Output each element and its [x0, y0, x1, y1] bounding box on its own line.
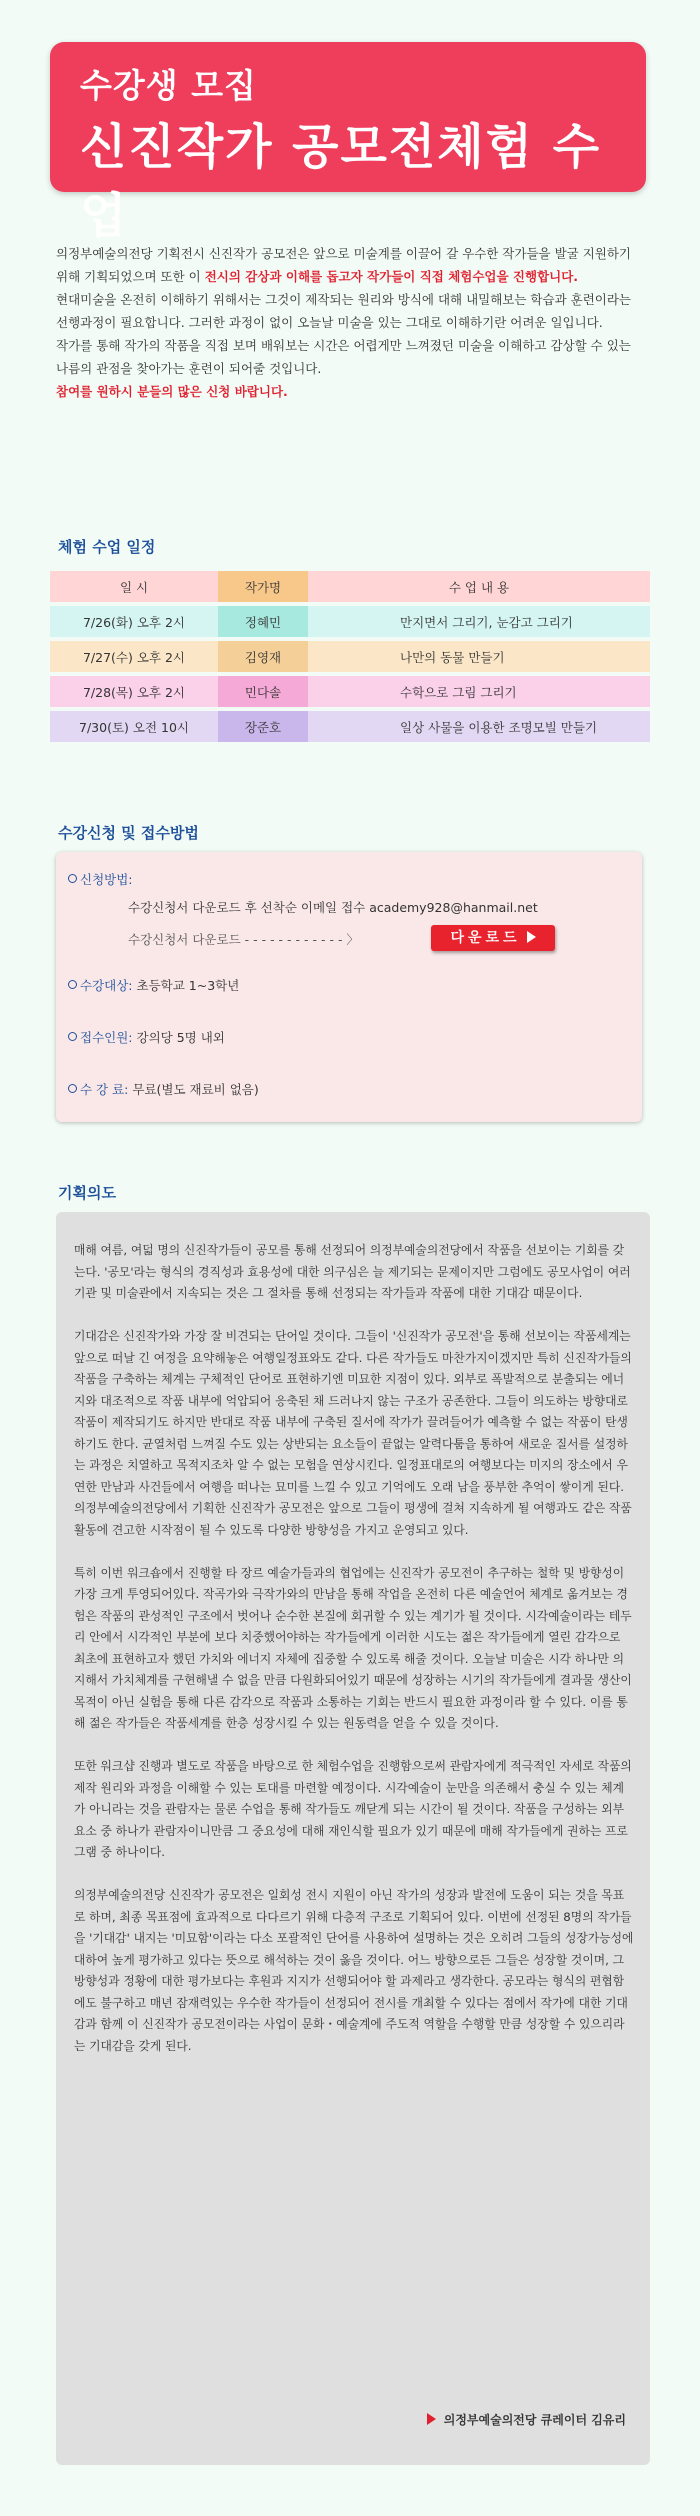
fee-row: 수 강 료: 무료(별도 재료비 없음): [68, 1080, 259, 1098]
schedule-datetime: 7/27(수) 오후 2시: [50, 641, 218, 672]
intro-paragraph-2: 현대미술을 온전히 이해하기 위해서는 그것이 제작되는 원리와 방식에 대해 내밀해보는 학습과 훈련이라는 선행과정이 필요합니다. 그러한 과정이 없이 오늘날 미술을 있는 그대로 이해하기란 어려운 일입니다.: [56, 292, 632, 330]
schedule-content: 만지면서 그리기, 눈감고 그리기: [308, 606, 650, 637]
schedule-datetime: 7/26(화) 오후 2시: [50, 606, 218, 637]
header-content: 수 업 내 용: [308, 571, 650, 602]
download-button[interactable]: 다운로드: [431, 925, 555, 951]
schedule-content: 나만의 동물 만들기: [308, 641, 650, 672]
header-banner: [50, 42, 646, 244]
bullet-circle-icon: [68, 980, 77, 989]
method-label: 신청방법:: [68, 870, 133, 888]
intro-call-to-action: 참여를 원하시 분들의 많은 신청 바랍니다.: [56, 384, 288, 399]
banner-subtitle: 수강생 모집: [80, 66, 257, 105]
arrow-right-icon: [427, 2413, 436, 2425]
plan-paragraph: 특히 이번 워크숍에서 진행할 타 장르 예술가들과의 협업에는 신진작가 공모전이 추구하는 철학 및 방향성이 가장 크게 투영되어있다. 작곡가와 극작가와의 만남을 통해 작업을 온전히 다른 예술언어 체계로 옮겨보는 경험은 작품의 관성적인 구조에서 벗어나 순수한 본질에 회귀할 수 있는 계기가 될 것이다. 시각예술이라는 테두리 안에서 시각적인 부분에 보다 치중했어야하는 작가들에게 이러한 시도는 젊은 작가들에게 열린 감각으로 최초에 표현하고자 했던 가치와 에너지 자체에 집중할 수 있도록 해줄 것이다. 오늘날 미술은 시각 하나만 의지해서 가치체계를 구현해낼 수 없을 만큼 다원화되어있기 때문에 성장하는 시기의 작가들에게 결과물 생산이 목적이 아닌 실험을 통해 다른 감각으로 작품과 소통하는 기회는 반드시 필요한 과정이라 할 수 있다. 이를 통해 젊은 작가들은 작품세계를 한층 성장시킬 수 있는 원동력을 얻을 수 있을 것이다.: [74, 1565, 632, 1730]
schedule-content: 수학으로 그림 그리기: [308, 676, 650, 707]
target-row: 수강대상: 초등학교 1~3학년: [68, 976, 239, 994]
download-link[interactable]: 수강신청서 다운로드 - - - - - - - - - - - - 〉: [128, 932, 359, 947]
schedule-row: [50, 711, 650, 742]
schedule-datetime: 7/30(토) 오전 10시: [50, 711, 218, 742]
schedule-table: [50, 567, 650, 746]
schedule-datetime: 7/28(목) 오후 2시: [50, 676, 218, 707]
schedule-content: 일상 사물을 이용한 조명모빌 만들기: [308, 711, 650, 742]
schedule-artist: 장준호: [218, 711, 308, 742]
plan-text: [74, 1240, 634, 2079]
curator-signature: 의정부예술의전당 큐레이터 김유리: [427, 2410, 626, 2432]
header-artist: 작가명: [218, 571, 308, 602]
banner-title: 신진작가 공모전체험 수업: [80, 119, 602, 244]
bullet-circle-icon: [68, 1084, 77, 1093]
schedule-artist: 정혜민: [218, 606, 308, 637]
schedule-artist: 민다솔: [218, 676, 308, 707]
apply-box: [56, 852, 642, 1122]
schedule-artist: 김영재: [218, 641, 308, 672]
intro-paragraph-3: 작가를 통해 작가의 작품을 직접 보며 배워보는 시간은 어렵게만 느껴졌던 미술을 이해하고 감상할 수 있는 나름의 관점을 찾아가는 훈련이 되어줄 것입니다.: [56, 338, 631, 376]
schedule-row: [50, 606, 650, 637]
intro-text: [56, 242, 640, 403]
count-row: 접수인원: 강의당 5명 내외: [68, 1028, 225, 1046]
bullet-circle-icon: [68, 1032, 77, 1041]
method-text: 수강신청서 다운로드 후 선착순 이메일 접수 academy928@hanmail.net: [128, 900, 538, 915]
intro-highlight: 전시의 감상과 이해를 돕고자 작가들이 직접 체험수업을 진행합니다.: [204, 269, 579, 284]
header-datetime: 일 시: [50, 571, 218, 602]
play-arrow-icon: [527, 931, 536, 943]
plan-paragraph: 매해 여름, 여덟 명의 신진작가들이 공모를 통해 선정되어 의정부예술의전당에서 작품을 선보이는 기회를 갖는다. '공모'라는 형식의 경직성과 효용성에 대한 의구심은 늘 제기되는 문제이지만 그럼에도 공모사업이 여러 기관 및 미술관에서 지속되는 것은 그 절차를 통해 선정되는 작가들과 작품에 대한 기대감 때문이다.: [74, 1243, 631, 1300]
apply-title: 수강신청 및 접수방법: [58, 824, 199, 842]
plan-box: [56, 1212, 650, 2465]
schedule-row: [50, 676, 650, 707]
schedule-row: [50, 641, 650, 672]
plan-paragraph: 기대감은 신진작가와 가장 잘 비견되는 단어일 것이다. 그들이 '신진작가 공모전'을 통해 선보이는 작품세계는 앞으로 떠날 긴 여정을 요약해놓은 여행일정표와도 같다. 다른 작가들도 마찬가지이겠지만 특히 신진작가들의 작품을 구축하는 체계는 구체적인 단어로 표현하기엔 미묘한 지점이 있다. 외부로 폭발적으로 분출되는 에너지와 대조적으로 작품 내부에 억압되어 응축된 채 드러나지 않는 구조가 공존한다. 그들이 의도하는 방향대로 작품이 제작되기도 하지만 반대로 작품 내부에 구축된 질서에 작가가 끌려들어가 예측할 수 없는 작품이 탄생하기도 한다. 균열처럼 느껴질 수도 있는 상반되는 요소들이 끝없는 알력다툼을 통하여 새로운 질서를 설정하는 과정은 치열하고 목적지조차 알 수 없는 모험을 연상시킨다. 일정표대로의 여행보다는 미지의 장소에서 우연한 만남과 사건들에서 여행을 떠나는 묘미를 느낄 수 있고 기억에도 오래 남을 풍부한 추억이 쌓이게 된다. 의정부예술의전당에서 기획한 신진작가 공모전은 앞으로 그들이 평생에 걸쳐 지속하게 될 여행과도 같은 작품 활동에 견고한 시작점이 될 수 있도록 다양한 방향성을 가지고 운영되고 있다.: [74, 1329, 632, 1537]
schedule-title: 체험 수업 일정: [58, 538, 156, 556]
intro-paragraph-1: 의정부예술의전당 기획전시 신진작가 공모전은 앞으로 미술계를 이끌어 갈 우수한 작가들을 발굴 지원하기 위해 기획되었으며 또한 이 전시의 감상과 이해를 돕고자 작가들이 직접 체험수업을 진행합니다.: [56, 246, 632, 284]
plan-paragraph: 의정부예술의전당 신진작가 공모전은 일회성 전시 지원이 아닌 작가의 성장과 발전에 도움이 되는 것을 목표로 하며, 최종 목표점에 효과적으로 다다르기 위해 다층적 구조로 기획되어 있다. 이번에 선정된 8명의 작가들을 '기대감' 내지는 '미묘함'이라는 다소 포괄적인 단어를 사용하여 설명하는 것은 오히려 그들의 성장가능성에 대하여 높게 평가하고 있다는 뜻으로 해석하는 것이 옳을 것이다. 어느 방향으로든 그들은 성장할 것이며, 그 방향성과 정황에 대한 평가보다는 후원과 지지가 선행되어야 할 과제라고 생각한다. 공모라는 형식의 편협함에도 불구하고 매년 잠재력있는 우수한 작가들이 선정되어 전시를 개최할 수 있다는 점에서 작가에 대한 기대감과 함께 이 신진작가 공모전이라는 사업이 문화・예술계에 주도적 역할을 수행할 만큼 성장할 수 있으리라는 기대감을 갖게 된다.: [74, 1888, 634, 2053]
plan-paragraph: 또한 워크샵 진행과 별도로 작품을 바탕으로 한 체험수업을 진행함으로써 관람자에게 적극적인 자세로 작품의 제작 원리와 과정을 이해할 수 있는 토대를 마련할 예정이다. 시각예술이 눈만을 의존해서 충실 수 있는 체계가 아니라는 것을 관람자는 물론 수업을 통해 작가들도 깨닫게 되는 시간이 될 것이다. 작품을 구성하는 외부 요소 중 하나가 관람자이니만큼 그 중요성에 대해 재인식할 필요가 있기 때문에 매해 작가들에게 권하는 프로그램 중 하나이다.: [74, 1759, 632, 1859]
bullet-circle-icon: [68, 874, 77, 883]
schedule-header-row: [50, 571, 650, 602]
plan-title: 기획의도: [58, 1184, 116, 1202]
